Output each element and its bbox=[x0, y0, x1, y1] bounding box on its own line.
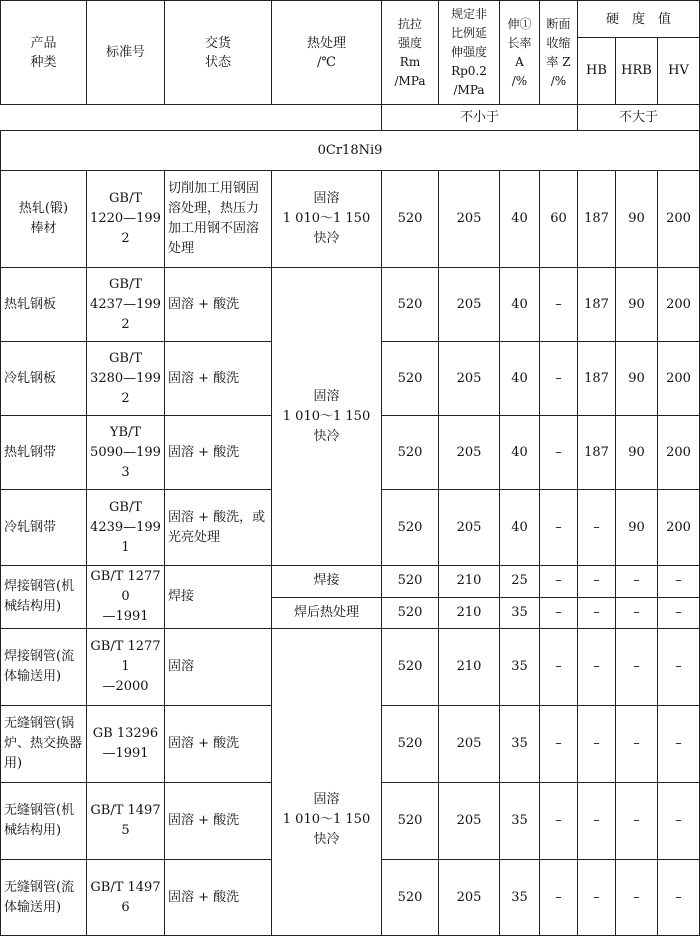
hrb-cell: – bbox=[616, 860, 658, 936]
delivery-cell: 固溶 + 酸洗 bbox=[165, 416, 272, 490]
tensile-cell: 520 bbox=[382, 629, 439, 706]
product-cell: 无缝钢管(锅炉、热交换器用) bbox=[1, 706, 87, 783]
header-heat-treatment: 热处理 /℃ bbox=[272, 1, 382, 105]
elongation-cell: 40 bbox=[500, 171, 540, 268]
elongation-cell: 40 bbox=[500, 416, 540, 490]
hb-cell: – bbox=[578, 783, 616, 860]
yield-cell: 210 bbox=[439, 629, 500, 706]
tensile-cell: 520 bbox=[382, 597, 439, 629]
hv-cell: – bbox=[658, 706, 700, 783]
tensile-cell: 520 bbox=[382, 860, 439, 936]
standard-cell: GB/T 4237—1992 bbox=[87, 268, 165, 342]
hb-cell: – bbox=[578, 597, 616, 629]
tensile-cell: 520 bbox=[382, 342, 439, 416]
header-standard: 标准号 bbox=[87, 1, 165, 105]
grade-row: 0Cr18Ni9 bbox=[1, 131, 700, 171]
hv-cell: 200 bbox=[658, 490, 700, 566]
delivery-cell: 固溶 bbox=[165, 629, 272, 706]
product-cell: 无缝钢管(机械结构用) bbox=[1, 783, 87, 860]
hrb-cell: 90 bbox=[616, 490, 658, 566]
hv-cell: 200 bbox=[658, 342, 700, 416]
product-cell: 冷轧钢板 bbox=[1, 342, 87, 416]
header-delivery: 交货 状态 bbox=[165, 1, 272, 105]
hv-cell: – bbox=[658, 629, 700, 706]
yield-cell: 205 bbox=[439, 783, 500, 860]
elongation-cell: 35 bbox=[500, 597, 540, 629]
reduction-cell: – bbox=[540, 416, 578, 490]
elongation-cell: 40 bbox=[500, 490, 540, 566]
hv-cell: – bbox=[658, 597, 700, 629]
hrb-cell: – bbox=[616, 783, 658, 860]
standard-cell: GB/T 1220—1992 bbox=[87, 171, 165, 268]
tensile-cell: 520 bbox=[382, 783, 439, 860]
header-reduction-of-area: 断面 收缩 率 Z /% bbox=[540, 1, 578, 105]
hrb-cell: 90 bbox=[616, 268, 658, 342]
reduction-cell: – bbox=[540, 597, 578, 629]
delivery-cell: 焊接 bbox=[165, 566, 272, 629]
reduction-cell: – bbox=[540, 629, 578, 706]
heat-treatment-cell: 焊后热处理 bbox=[272, 597, 382, 629]
hb-cell: 187 bbox=[578, 171, 616, 268]
header-not-less-than: 不小于 bbox=[382, 105, 578, 131]
elongation-cell: 35 bbox=[500, 629, 540, 706]
delivery-cell: 切削加工用钢固溶处理，热压力加工用钢不固溶处理 bbox=[165, 171, 272, 268]
delivery-cell: 固溶 + 酸洗 bbox=[165, 783, 272, 860]
hv-cell: – bbox=[658, 783, 700, 860]
hb-cell: 187 bbox=[578, 268, 616, 342]
hb-cell: – bbox=[578, 566, 616, 598]
product-cell: 冷轧钢带 bbox=[1, 490, 87, 566]
header-hrb: HRB bbox=[616, 38, 658, 105]
product-cell: 热轧(锻) 棒材 bbox=[1, 171, 87, 268]
yield-cell: 205 bbox=[439, 171, 500, 268]
reduction-cell: – bbox=[540, 706, 578, 783]
yield-cell: 205 bbox=[439, 416, 500, 490]
reduction-cell: – bbox=[540, 490, 578, 566]
yield-cell: 205 bbox=[439, 490, 500, 566]
hrb-cell: 90 bbox=[616, 171, 658, 268]
hrb-cell: – bbox=[616, 706, 658, 783]
product-cell: 热轧钢带 bbox=[1, 416, 87, 490]
header-yield-strength: 规定非 比例延 伸强度 Rp0.2 /MPa bbox=[439, 1, 500, 105]
header-hardness: 硬 度 值 bbox=[578, 1, 700, 38]
hb-cell: 187 bbox=[578, 416, 616, 490]
heat-treatment-cell: 固溶 1 010～1 150 快冷 bbox=[272, 268, 382, 566]
yield-cell: 205 bbox=[439, 342, 500, 416]
yield-cell: 205 bbox=[439, 268, 500, 342]
product-cell: 焊接钢管(机械结构用) bbox=[1, 566, 87, 629]
yield-cell: 210 bbox=[439, 566, 500, 598]
header-product: 产品 种类 bbox=[1, 1, 87, 105]
standard-cell: GB 13296 —1991 bbox=[87, 706, 165, 783]
tensile-cell: 520 bbox=[382, 706, 439, 783]
heat-treatment-cell: 焊接 bbox=[272, 566, 382, 598]
product-cell: 焊接钢管(流体输送用) bbox=[1, 629, 87, 706]
reduction-cell: – bbox=[540, 783, 578, 860]
yield-cell: 205 bbox=[439, 860, 500, 936]
tensile-cell: 520 bbox=[382, 416, 439, 490]
delivery-cell: 固溶 + 酸洗，或光亮处理 bbox=[165, 490, 272, 566]
heat-treatment-cell: 固溶 1 010～1 150 快冷 bbox=[272, 706, 382, 936]
delivery-cell: 固溶 + 酸洗 bbox=[165, 860, 272, 936]
tensile-cell: 520 bbox=[382, 268, 439, 342]
yield-cell: 210 bbox=[439, 597, 500, 629]
hv-cell: – bbox=[658, 566, 700, 598]
header-tensile-strength: 抗拉 强度 Rm /MPa bbox=[382, 1, 439, 105]
standard-cell: YB/T 5090—1993 bbox=[87, 416, 165, 490]
heat-treatment-cell: 固溶 1 010～1 150 快冷 bbox=[272, 171, 382, 268]
reduction-cell: – bbox=[540, 566, 578, 598]
delivery-cell: 固溶 + 酸洗 bbox=[165, 268, 272, 342]
hb-cell: – bbox=[578, 860, 616, 936]
elongation-cell: 35 bbox=[500, 783, 540, 860]
standard-cell: GB/T 12771 —2000 bbox=[87, 629, 165, 706]
tensile-cell: 520 bbox=[382, 171, 439, 268]
reduction-cell: – bbox=[540, 268, 578, 342]
product-cell: 热轧钢板 bbox=[1, 268, 87, 342]
elongation-cell: 40 bbox=[500, 342, 540, 416]
hv-cell: 200 bbox=[658, 268, 700, 342]
delivery-cell: 固溶 + 酸洗 bbox=[165, 706, 272, 783]
hb-cell: 187 bbox=[578, 342, 616, 416]
header-hv: HV bbox=[658, 38, 700, 105]
standard-cell: GB/T 14976 bbox=[87, 860, 165, 936]
hb-cell: – bbox=[578, 706, 616, 783]
reduction-cell: – bbox=[540, 342, 578, 416]
header-blank bbox=[1, 105, 382, 131]
elongation-cell: 40 bbox=[500, 268, 540, 342]
header-hb: HB bbox=[578, 38, 616, 105]
elongation-cell: 35 bbox=[500, 706, 540, 783]
elongation-cell: 25 bbox=[500, 566, 540, 598]
hb-cell: – bbox=[578, 629, 616, 706]
yield-cell: 205 bbox=[439, 706, 500, 783]
hv-cell: – bbox=[658, 860, 700, 936]
header-not-more-than: 不大于 bbox=[578, 105, 700, 131]
hv-cell: 200 bbox=[658, 416, 700, 490]
hrb-cell: 90 bbox=[616, 342, 658, 416]
tensile-cell: 520 bbox=[382, 490, 439, 566]
standard-cell: GB/T 3280—1992 bbox=[87, 342, 165, 416]
hrb-cell: – bbox=[616, 629, 658, 706]
heat-treatment-blank bbox=[272, 629, 382, 706]
tensile-cell: 520 bbox=[382, 566, 439, 598]
reduction-cell: 60 bbox=[540, 171, 578, 268]
header-elongation: 伸① 长率 A /% bbox=[500, 1, 540, 105]
standard-cell: GB/T 4239—1991 bbox=[87, 490, 165, 566]
standard-cell: GB/T 14975 bbox=[87, 783, 165, 860]
hrb-cell: 90 bbox=[616, 416, 658, 490]
delivery-cell: 固溶 + 酸洗 bbox=[165, 342, 272, 416]
standard-cell: GB/T 12770 —1991 bbox=[87, 566, 165, 629]
hb-cell: – bbox=[578, 490, 616, 566]
hv-cell: 200 bbox=[658, 171, 700, 268]
hrb-cell: – bbox=[616, 566, 658, 598]
hrb-cell: – bbox=[616, 597, 658, 629]
elongation-cell: 35 bbox=[500, 860, 540, 936]
product-cell: 无缝钢管(流体输送用) bbox=[1, 860, 87, 936]
reduction-cell: – bbox=[540, 860, 578, 936]
